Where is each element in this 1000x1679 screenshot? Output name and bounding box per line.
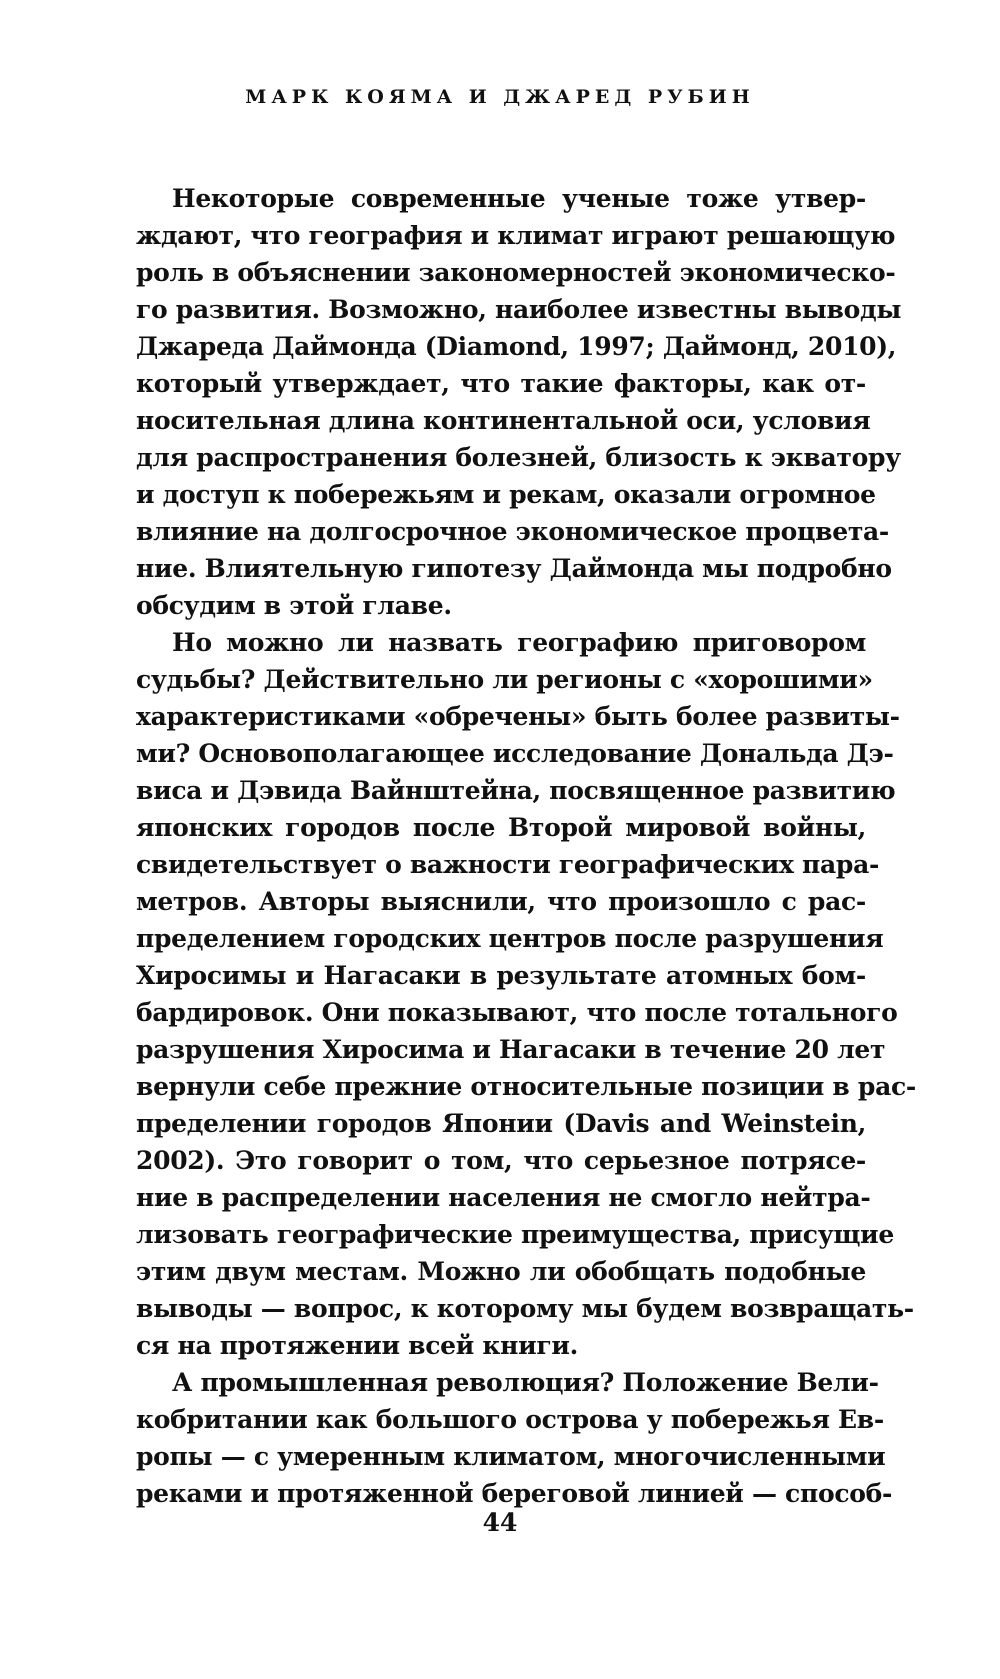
text-line: выводы — вопрос, к которому мы будем возвращать- — [136, 1294, 914, 1323]
running-head: МАРК КОЯМА И ДЖАРЕД РУБИН — [245, 86, 755, 108]
text-line: роль в объяснении закономерностей экономическо- — [136, 258, 896, 287]
text-line: разрушения Хиросима и Нагасаки в течение 20 лет — [136, 1035, 886, 1064]
text-line: Джареда Даймонда (Diamond, 1997; Даймонд, 2010), — [136, 332, 897, 361]
text-line: реками и протяженной береговой линией — способ- — [136, 1479, 893, 1508]
text-line: ждают, что география и климат играют решающую — [136, 221, 896, 250]
paragraph-2 — [136, 624, 916, 1364]
text-line: вернули себе прежние относительные позиции в рас- — [136, 1072, 916, 1101]
text-line: свидетельствует о важности географических пара- — [136, 850, 880, 879]
text-line: ся на протяжении всей книги. — [136, 1331, 579, 1360]
text-line: для распространения болезней, близость к экватору — [136, 443, 901, 472]
text-line: Некоторые современные ученые тоже утвер- — [172, 184, 866, 213]
text-line: носительная длина континентальной оси, условия — [136, 406, 871, 435]
text-line: А промышленная революция? Положение Вели- — [172, 1368, 879, 1397]
text-line: японских городов после Второй мировой войны, — [136, 813, 866, 842]
text-line: пределении городов Японии (Davis and Weinstein, — [136, 1109, 866, 1138]
text-line: лизовать географические преимущества, присущие — [136, 1220, 894, 1249]
text-line: Но можно ли назвать географию приговором — [172, 628, 866, 657]
text-line: ние в распределении населения не смогло нейтра- — [136, 1183, 871, 1212]
text-line: и доступ к побережьям и рекам, оказали огромное — [136, 480, 876, 509]
text-line: влияние на долгосрочное экономическое процвета- — [136, 517, 889, 546]
text-line: кобритании как большого острова у побережья Ев- — [136, 1405, 884, 1434]
text-line: го развития. Возможно, наиболее известны выводы — [136, 295, 902, 324]
paragraph-3 — [136, 1364, 893, 1512]
text-line: виса и Дэвида Вайнштейна, посвященное развитию — [136, 776, 896, 805]
text-line: судьбы? Действительно ли регионы с «хорошими» — [136, 665, 873, 694]
text-line: ропы — с умеренным климатом, многочисленными — [136, 1442, 886, 1471]
text-line: обсудим в этой главе. — [136, 591, 452, 620]
text-line: этим двум местам. Можно ли обобщать подобные — [136, 1257, 866, 1286]
text-line: пределением городских центров после разрушения — [136, 924, 884, 953]
page-body — [136, 180, 916, 1512]
text-line: который утверждает, что такие факторы, как от- — [136, 369, 866, 398]
paragraph-1 — [136, 180, 902, 624]
text-line: ми? Основополагающее исследование Дональда Дэ- — [136, 739, 894, 768]
text-line: метров. Авторы выяснили, что произошло с рас- — [136, 887, 866, 916]
text-line: 2002). Это говорит о том, что серьезное потрясе- — [136, 1146, 866, 1175]
text-line: Хиросимы и Нагасаки в результате атомных бом- — [136, 961, 866, 990]
text-line: ние. Влиятельную гипотезу Даймонда мы подробно — [136, 554, 892, 583]
page-number: 44 — [482, 1508, 518, 1537]
text-line: характеристиками «обречены» быть более развиты- — [136, 702, 900, 731]
text-line: бардировок. Они показывают, что после тотального — [136, 998, 898, 1027]
